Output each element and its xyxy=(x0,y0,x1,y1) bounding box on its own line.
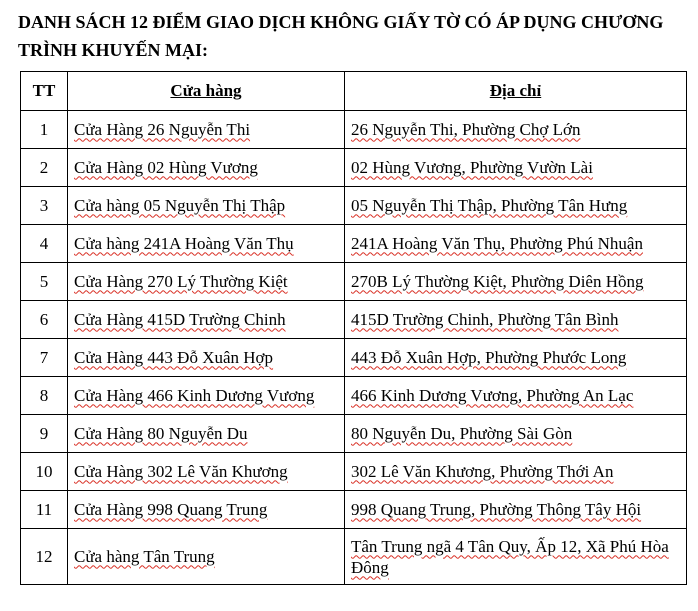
store-name xyxy=(68,263,345,301)
table-row xyxy=(21,187,687,225)
row-number: 11 xyxy=(21,491,68,529)
store-name-text: Cửa hàng 241A Hoàng Văn Thụ xyxy=(74,233,294,253)
store-name xyxy=(68,491,345,529)
store-name-text: Cửa Hàng 02 Hùng Vương xyxy=(74,157,258,177)
store-address-text: 998 Quang Trung, Phường Thông Tây Hội xyxy=(351,499,642,519)
row-number: 4 xyxy=(21,225,68,263)
store-address xyxy=(345,339,687,377)
table-row xyxy=(21,111,687,149)
store-address xyxy=(345,301,687,339)
store-address xyxy=(345,529,687,585)
store-name-text: Cửa Hàng 415D Trường Chinh xyxy=(74,309,286,329)
row-number: 3 xyxy=(21,187,68,225)
store-name-text: Cửa Hàng 443 Đỗ Xuân Hợp xyxy=(74,347,274,367)
header-address: Địa chỉ xyxy=(345,72,687,111)
store-address-text: 80 Nguyễn Du, Phường Sài Gòn xyxy=(351,423,573,443)
store-address-text: 05 Nguyễn Thị Thập, Phường Tân Hưng xyxy=(351,195,628,215)
store-address xyxy=(345,225,687,263)
table-row xyxy=(21,339,687,377)
store-name-text: Cửa Hàng 466 Kinh Dương Vương xyxy=(74,385,315,405)
store-name-text: Cửa hàng Tân Trung xyxy=(74,546,215,566)
header-store: Cửa hàng xyxy=(68,72,345,111)
table-row xyxy=(21,377,687,415)
store-name xyxy=(68,529,345,585)
store-address-text: 443 Đỗ Xuân Hợp, Phường Phước Long xyxy=(351,347,627,367)
store-address xyxy=(345,187,687,225)
store-name-text: Cửa hàng 05 Nguyễn Thị Thập xyxy=(74,195,286,215)
table-row xyxy=(21,491,687,529)
row-number: 5 xyxy=(21,263,68,301)
store-name xyxy=(68,111,345,149)
table-row xyxy=(21,529,687,585)
store-address xyxy=(345,263,687,301)
store-address xyxy=(345,491,687,529)
store-address-text: 466 Kinh Dương Vương, Phường An Lạc xyxy=(351,385,634,405)
store-address xyxy=(345,149,687,187)
row-number: 6 xyxy=(21,301,68,339)
document-title: DANH SÁCH 12 ĐIỂM GIAO DỊCH KHÔNG GIẤY TỜ CÓ ÁP DỤNG CHƯƠNG TRÌNH KHUYẾN MẠI: xyxy=(18,12,664,60)
table-row xyxy=(21,415,687,453)
row-number: 2 xyxy=(21,149,68,187)
store-name xyxy=(68,453,345,491)
store-name-text: Cửa Hàng 302 Lê Văn Khương xyxy=(74,461,288,481)
store-name xyxy=(68,415,345,453)
store-address-text: 415D Trường Chinh, Phường Tân Bình xyxy=(351,309,619,329)
store-table xyxy=(20,71,687,585)
store-name xyxy=(68,301,345,339)
header-tt: TT xyxy=(21,72,68,111)
table-row xyxy=(21,149,687,187)
store-name xyxy=(68,149,345,187)
store-address-text: 270B Lý Thường Kiệt, Phường Diên Hồng xyxy=(351,271,644,291)
table-header-row xyxy=(21,72,687,111)
store-address xyxy=(345,415,687,453)
table-row xyxy=(21,225,687,263)
table-row xyxy=(21,453,687,491)
store-name xyxy=(68,225,345,263)
row-number: 10 xyxy=(21,453,68,491)
store-address xyxy=(345,111,687,149)
store-name-text: Cửa Hàng 998 Quang Trung xyxy=(74,499,268,519)
store-name-text: Cửa Hàng 80 Nguyễn Du xyxy=(74,423,248,443)
table-row xyxy=(21,263,687,301)
store-address xyxy=(345,377,687,415)
store-name-text: Cửa Hàng 26 Nguyễn Thi xyxy=(74,119,251,139)
store-address-text: 302 Lê Văn Khương, Phường Thới An xyxy=(351,461,614,481)
row-number: 8 xyxy=(21,377,68,415)
store-address xyxy=(345,453,687,491)
store-name-text: Cửa Hàng 270 Lý Thường Kiệt xyxy=(74,271,288,291)
store-address-text: Tân Trung ngã 4 Tân Quy, Ấp 12, Xã Phú Hòa Đông xyxy=(351,536,669,577)
store-address-text: 241A Hoàng Văn Thụ, Phường Phú Nhuận xyxy=(351,233,643,253)
table-row xyxy=(21,301,687,339)
row-number: 12 xyxy=(21,529,68,585)
row-number: 7 xyxy=(21,339,68,377)
store-address-text: 26 Nguyễn Thi, Phường Chợ Lớn xyxy=(351,119,581,139)
store-name xyxy=(68,187,345,225)
store-name xyxy=(68,377,345,415)
store-address-text: 02 Hùng Vương, Phường Vườn Lài xyxy=(351,157,593,177)
store-name xyxy=(68,339,345,377)
row-number: 1 xyxy=(21,111,68,149)
row-number: 9 xyxy=(21,415,68,453)
